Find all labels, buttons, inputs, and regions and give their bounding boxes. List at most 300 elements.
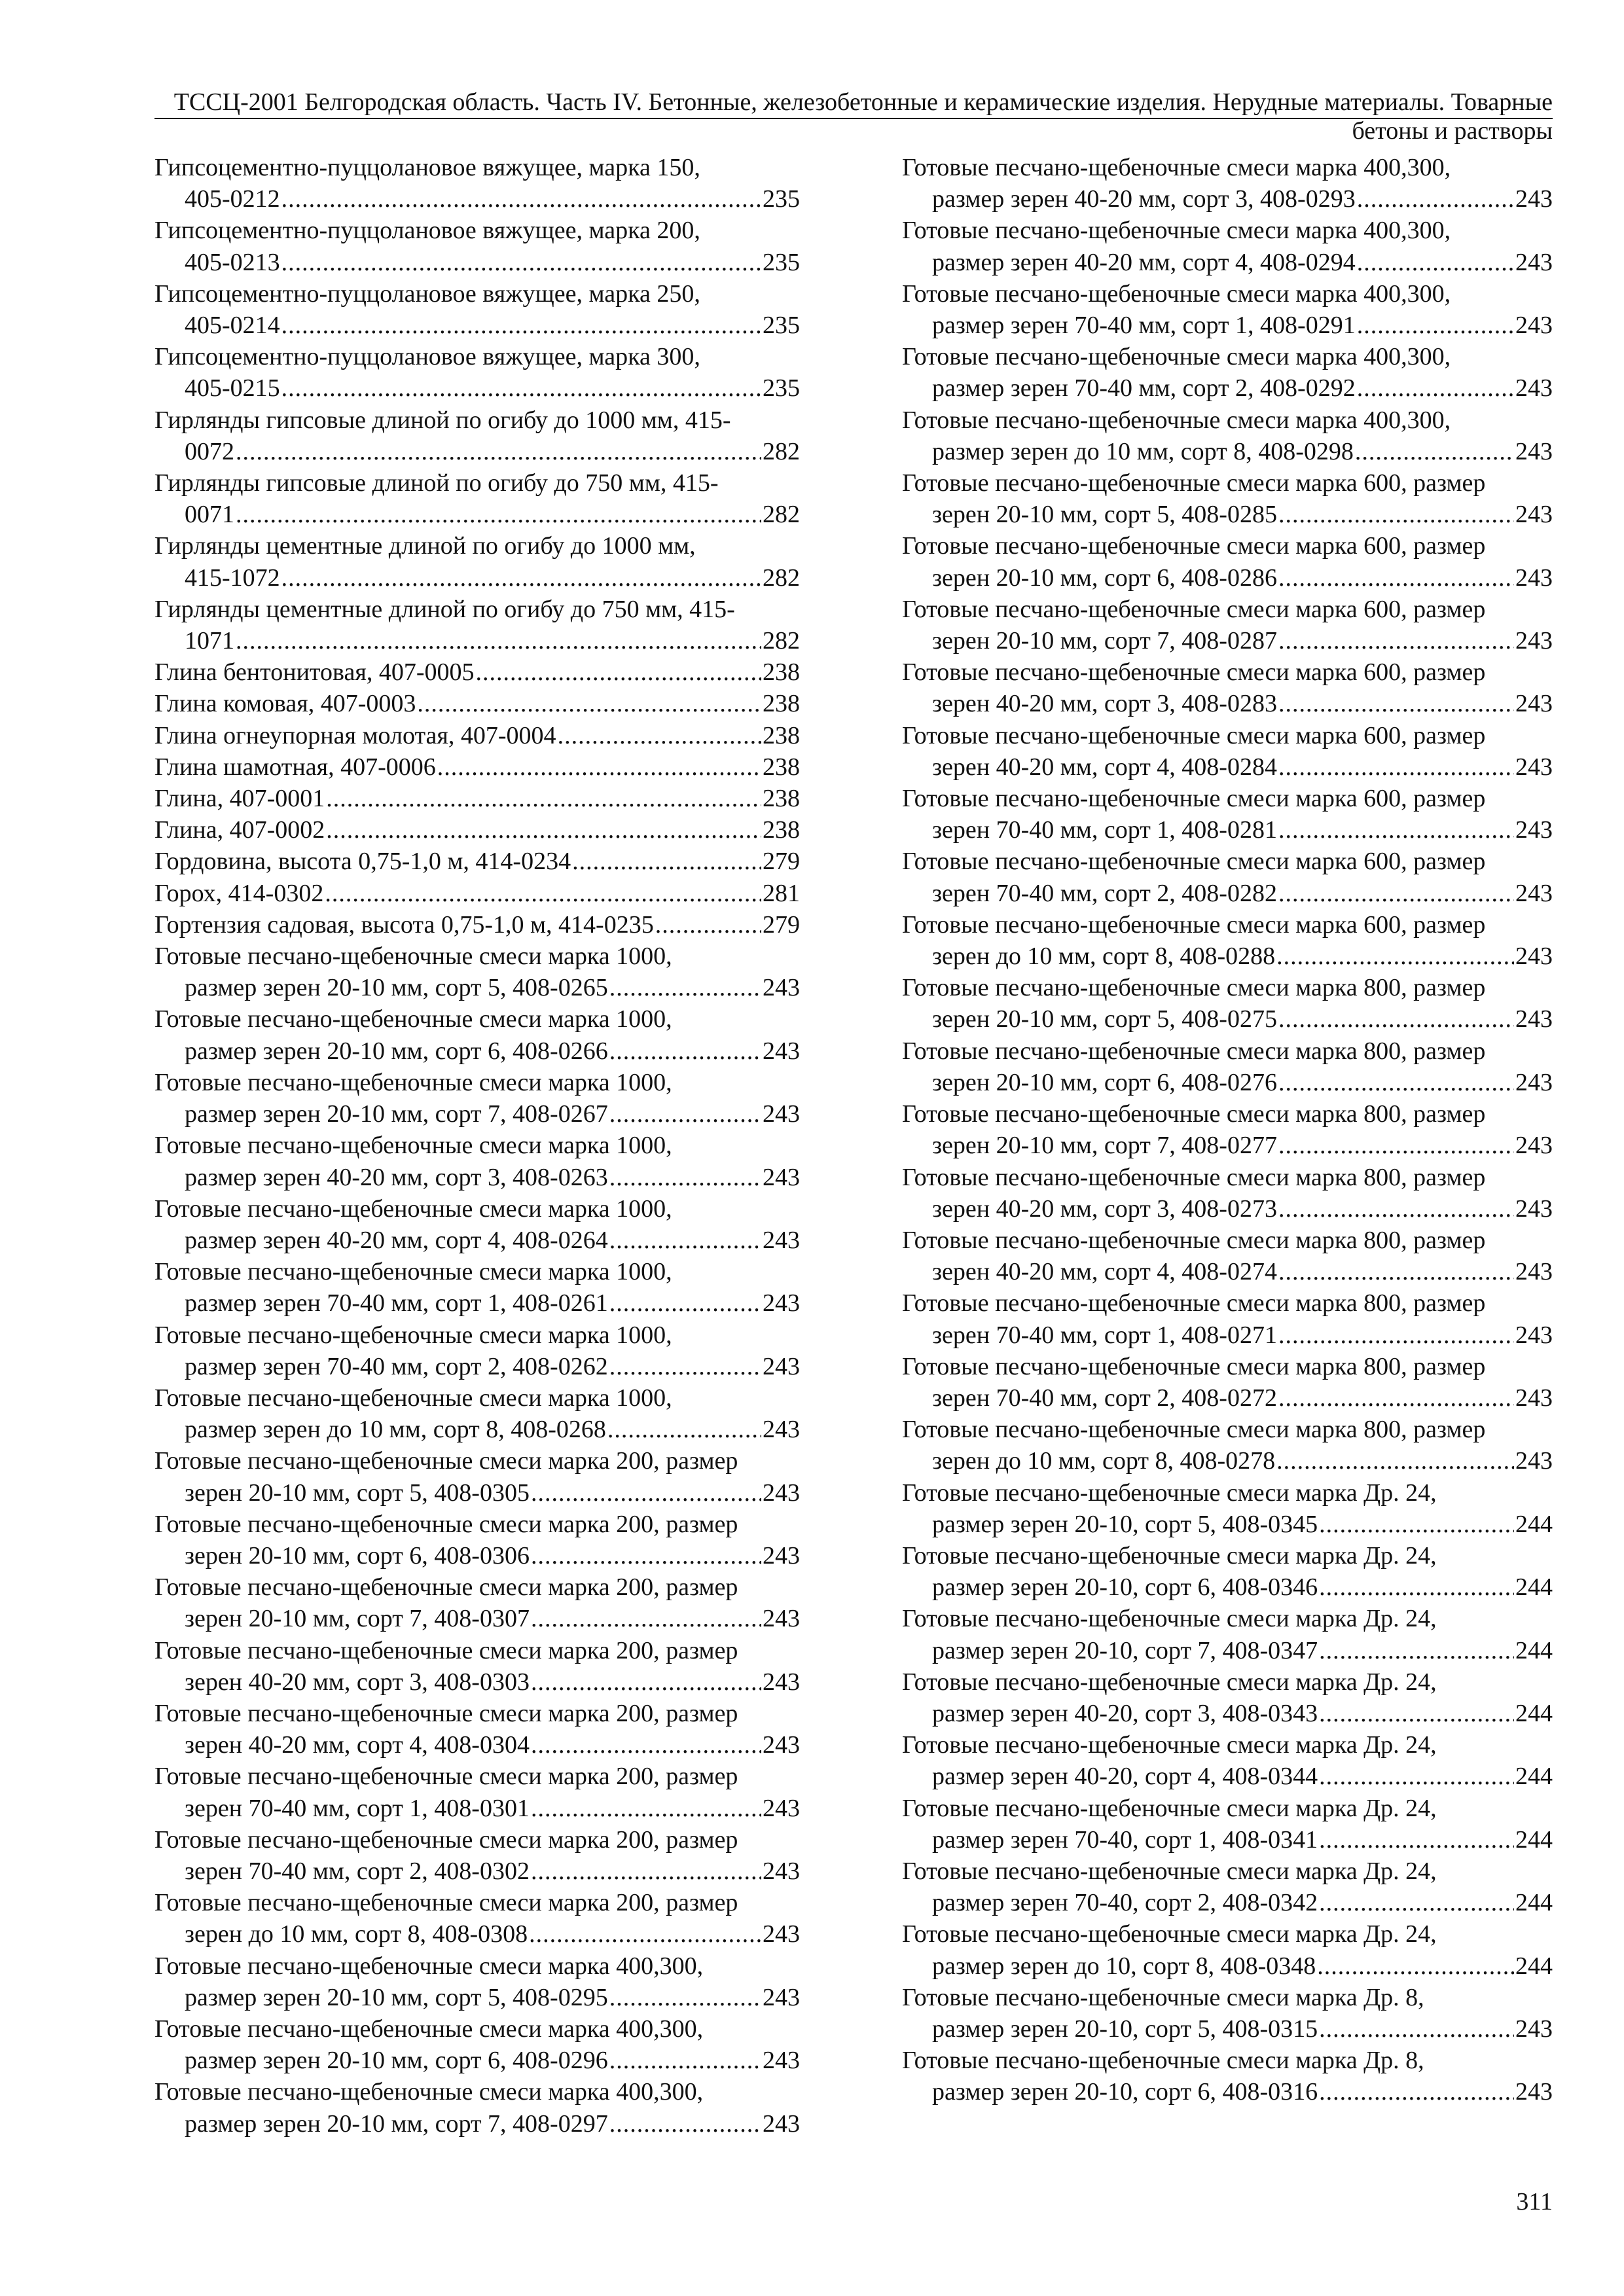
entry-title: Готовые песчано-щебеночные смеси марка Др. 24, [902, 1605, 1437, 1633]
index-entry [902, 846, 1553, 908]
index-entry [154, 2076, 800, 2139]
entry-page-number: 243 [1515, 564, 1553, 592]
entry-title: Готовые песчано-щебеночные смеси марка 200, размер [154, 1510, 738, 1538]
entry-title: Готовые песчано-щебеночные смеси марка 600, размер [902, 658, 1486, 687]
dot-leader [609, 2108, 761, 2140]
index-entry [154, 215, 800, 278]
index-entry [154, 1509, 800, 1571]
dot-leader [281, 247, 761, 278]
dot-leader [1278, 1256, 1514, 1287]
entry-detail: размер зерен 20-10, сорт 5, 408-0315 [932, 2015, 1318, 2043]
dot-leader [1278, 878, 1514, 909]
index-entry [154, 878, 800, 909]
entry-page-number: 243 [1515, 1321, 1553, 1349]
index-entry [154, 720, 800, 751]
dot-leader [609, 1287, 761, 1319]
entry-title: Готовые песчано-щебеночные смеси марка 400,300, [154, 2015, 704, 2043]
entry-detail: 405-0214 [185, 312, 280, 340]
entry-page-number: 244 [1515, 1573, 1553, 1602]
entry-page-number: 235 [763, 312, 800, 340]
entry-title: Готовые песчано-щебеночные смеси марка 800, размер [902, 1289, 1486, 1318]
entry-title: Готовые песчано-щебеночные смеси марка 200, размер [154, 1889, 738, 1917]
dot-leader [655, 909, 761, 941]
dot-leader [281, 183, 761, 215]
entry-page-number: 243 [1515, 753, 1553, 781]
entry-detail: 405-0212 [185, 185, 280, 213]
dot-leader [1319, 1509, 1514, 1540]
entry-title: Готовые песчано-щебеночные смеси марка 400,300, [902, 217, 1451, 245]
entry-title: Готовые песчано-щебеночные смеси марка 400,300, [902, 343, 1451, 371]
dot-leader [326, 814, 761, 846]
entry-detail: размер зерен 20-10 мм, сорт 5, 408-0265 [185, 974, 608, 1002]
entry-title: Готовые песчано-щебеночные смеси марка 1000, [154, 1321, 672, 1349]
entry-detail: зерен 20-10 мм, сорт 5, 408-0285 [932, 501, 1277, 529]
entry-detail: зерен 20-10 мм, сорт 6, 408-0306 [185, 1541, 530, 1570]
entry-page-number: 235 [763, 248, 800, 276]
entry-page-number: 243 [1515, 374, 1553, 403]
entry-title: Готовые песчано-щебеночные смеси марка 600, размер [902, 469, 1486, 497]
dot-leader [417, 688, 761, 719]
index-column-left [154, 152, 800, 2140]
entry-detail: зерен 70-40 мм, сорт 2, 408-0272 [932, 1384, 1277, 1412]
entry-title: Гортензия садовая, высота 0,75-1,0 м, 414-0235 [154, 910, 654, 939]
entry-detail: размер зерен 20-10 мм, сорт 7, 408-0297 [185, 2109, 608, 2138]
entry-page-number: 279 [763, 848, 800, 876]
dot-leader [609, 1035, 761, 1067]
index-entry [154, 1256, 800, 1319]
index-entry [154, 783, 800, 814]
dot-leader [1319, 1887, 1514, 1918]
dot-leader [1319, 1571, 1514, 1603]
entry-title: Готовые песчано-щебеночные смеси марка Др. 24, [902, 1479, 1437, 1507]
entry-page-number: 243 [1515, 1258, 1553, 1286]
index-entry [154, 814, 800, 846]
entry-page-number: 282 [763, 627, 800, 655]
entry-detail: зерен 70-40 мм, сорт 1, 408-0301 [185, 1794, 530, 1822]
index-entry [154, 941, 800, 1003]
entry-detail: размер зерен 40-20 мм, сорт 3, 408-0263 [185, 1163, 608, 1191]
index-entry [154, 467, 800, 530]
entry-title: Готовые песчано-щебеночные смеси марка 1000, [154, 1005, 672, 1033]
entry-detail: 1071 [185, 627, 234, 655]
index-entry [154, 688, 800, 719]
index-entry [902, 1729, 1553, 1792]
entry-page-number: 243 [763, 1226, 800, 1254]
entry-title: Гипсоцементно-пуццолановое вяжущее, марка 300, [154, 343, 700, 371]
entry-title: Готовые песчано-щебеночные смеси марка Др. 8, [902, 2047, 1424, 2075]
entry-page-number: 243 [763, 1983, 800, 2011]
entry-page-number: 243 [763, 1479, 800, 1507]
dot-leader [1278, 1130, 1514, 1161]
index-entry [902, 467, 1553, 530]
index-entry [154, 751, 800, 783]
entry-detail: зерен 20-10 мм, сорт 5, 408-0305 [185, 1479, 530, 1507]
entry-title: Готовые песчано-щебеночные смеси марка Др. 24, [902, 1731, 1437, 1759]
index-entry [154, 656, 800, 688]
header-rule [154, 118, 1553, 119]
entry-page-number: 243 [1515, 1068, 1553, 1096]
entry-detail: зерен 70-40 мм, сорт 2, 408-0282 [932, 879, 1277, 907]
index-entry [902, 909, 1553, 972]
entry-title: Гирлянды цементные длиной по огибу до 750 мм, 415- [154, 595, 735, 623]
entry-detail: зерен 40-20 мм, сорт 4, 408-0274 [932, 1258, 1277, 1286]
index-entry [902, 594, 1553, 656]
entry-detail: размер зерен до 10 мм, сорт 8, 408-0268 [185, 1416, 606, 1444]
entry-page-number: 244 [1515, 1510, 1553, 1538]
index-entry [154, 594, 800, 656]
index-entry [902, 1477, 1553, 1540]
entry-title: Готовые песчано-щебеночные смеси марка 1000, [154, 1384, 672, 1412]
dot-leader [1278, 1067, 1514, 1098]
dot-leader [1278, 1382, 1514, 1414]
dot-leader [1319, 1824, 1514, 1856]
entry-title: Готовые песчано-щебеночные смеси марка 800, размер [902, 1352, 1486, 1380]
dot-leader [475, 656, 761, 688]
entry-detail: размер зерен 20-10 мм, сорт 7, 408-0267 [185, 1100, 608, 1128]
index-entry [154, 1950, 800, 2013]
entry-page-number: 243 [763, 1794, 800, 1822]
entry-page-number: 243 [763, 1731, 800, 1759]
entry-page-number: 243 [1515, 627, 1553, 655]
index-entry [154, 1887, 800, 1950]
index-entry [902, 404, 1553, 467]
dot-leader [1317, 1950, 1514, 1982]
dot-leader [1319, 1635, 1514, 1666]
entry-detail: размер зерен 70-40 мм, сорт 2, 408-0262 [185, 1352, 608, 1380]
dot-leader [1276, 941, 1514, 972]
index-entry [902, 1540, 1553, 1603]
dot-leader [1319, 2013, 1514, 2045]
entry-title: Готовые песчано-щебеночные смеси марка 400,300, [902, 279, 1451, 308]
index-entry [902, 1225, 1553, 1287]
entry-page-number: 243 [763, 1541, 800, 1570]
entry-detail: размер зерен 70-40, сорт 1, 408-0341 [932, 1825, 1318, 1854]
entry-detail: зерен 70-40 мм, сорт 1, 408-0281 [932, 816, 1277, 844]
entry-title: Готовые песчано-щебеночные смеси марка 1000, [154, 1258, 672, 1286]
index-entry [154, 530, 800, 593]
dot-leader [1278, 1193, 1514, 1225]
entry-title: Гипсоцементно-пуццолановое вяжущее, марка 250, [154, 279, 700, 308]
entry-title: Готовые песчано-щебеночные смеси марка 800, размер [902, 1037, 1486, 1065]
entry-title: Глина, 407-0002 [154, 816, 325, 844]
entry-detail: размер зерен 20-10, сорт 7, 408-0347 [932, 1636, 1318, 1664]
entry-detail: размер зерен 20-10 мм, сорт 6, 408-0296 [185, 2047, 608, 2075]
index-entry [902, 1035, 1553, 1098]
entry-page-number: 243 [1515, 437, 1553, 465]
entry-page-number: 235 [763, 374, 800, 403]
running-header: ТССЦ-2001 Белгородская область. Часть IV. Бетонные, железобетонные и керамические изделия. Нерудные материалы. Товарные бетоны и растворы [173, 88, 1553, 145]
dot-leader [609, 1351, 761, 1382]
entry-detail: зерен 40-20 мм, сорт 3, 408-0273 [932, 1194, 1277, 1223]
entry-page-number: 243 [763, 1289, 800, 1318]
index-entry [154, 846, 800, 877]
entry-page-number: 243 [763, 2109, 800, 2138]
dot-leader [236, 625, 761, 656]
entry-title: Готовые песчано-щебеночные смеси марка 800, размер [902, 1163, 1486, 1191]
index-column-right [902, 152, 1553, 2108]
entry-page-number: 244 [1515, 1952, 1553, 1980]
entry-page-number: 243 [1515, 1005, 1553, 1033]
entry-page-number: 238 [763, 785, 800, 813]
entry-page-number: 243 [763, 974, 800, 1002]
entry-title: Готовые песчано-щебеночные смеси марка 400,300, [154, 2078, 704, 2106]
entry-detail: размер зерен 40-20 мм, сорт 4, 408-0264 [185, 1226, 608, 1254]
entry-detail: размер зерен до 10 мм, сорт 8, 408-0298 [932, 437, 1354, 465]
entry-title: Готовые песчано-щебеночные смеси марка Др. 24, [902, 1857, 1437, 1885]
entry-page-number: 238 [763, 690, 800, 718]
dot-leader [1278, 688, 1514, 719]
index-entry [154, 909, 800, 941]
dot-leader [1357, 310, 1514, 341]
entry-detail: зерен 70-40 мм, сорт 1, 408-0271 [932, 1321, 1277, 1349]
entry-page-number: 244 [1515, 1699, 1553, 1727]
entry-detail: зерен 20-10 мм, сорт 6, 408-0286 [932, 564, 1277, 592]
index-entry [154, 1445, 800, 1508]
entry-title: Готовые песчано-щебеночные смеси марка 400,300, [902, 406, 1451, 434]
index-entry [902, 1603, 1553, 1666]
index-entry [902, 1414, 1553, 1477]
dot-leader [325, 878, 761, 909]
entry-page-number: 243 [1515, 879, 1553, 907]
entry-detail: размер зерен 70-40 мм, сорт 1, 408-0291 [932, 312, 1356, 340]
entry-title: Глина огнеупорная молотая, 407-0004 [154, 721, 556, 749]
dot-leader [609, 1225, 761, 1256]
entry-detail: зерен 40-20 мм, сорт 4, 408-0304 [185, 1731, 530, 1759]
entry-page-number: 243 [1515, 312, 1553, 340]
entry-detail: 0072 [185, 437, 234, 465]
index-entry [902, 1793, 1553, 1856]
entry-title: Глина, 407-0001 [154, 785, 325, 813]
entry-title: Готовые песчано-щебеночные смеси марка 200, размер [154, 1825, 738, 1854]
dot-leader [1276, 1445, 1514, 1477]
entry-detail: размер зерен до 10, сорт 8, 408-0348 [932, 1952, 1316, 1980]
entry-title: Готовые песчано-щебеночные смеси марка 200, размер [154, 1573, 738, 1602]
entry-page-number: 238 [763, 753, 800, 781]
entry-detail: зерен до 10 мм, сорт 8, 408-0308 [185, 1920, 528, 1948]
entry-page-number: 244 [1515, 1763, 1553, 1791]
dot-leader [1278, 751, 1514, 783]
dot-leader [531, 1666, 761, 1698]
dot-leader [1278, 499, 1514, 530]
entry-title: Готовые песчано-щебеночные смеси марка 800, размер [902, 1416, 1486, 1444]
index-entry [154, 1193, 800, 1256]
entry-page-number: 243 [1515, 942, 1553, 971]
entry-detail: 0071 [185, 501, 234, 529]
entry-page-number: 235 [763, 185, 800, 213]
dot-leader [1357, 247, 1514, 278]
entry-page-number: 243 [1515, 2015, 1553, 2043]
entry-title: Готовые песчано-щебеночные смеси марка Др. 24, [902, 1668, 1437, 1696]
entry-page-number: 238 [763, 721, 800, 749]
entry-page-number: 279 [763, 910, 800, 939]
entry-detail: зерен 70-40 мм, сорт 2, 408-0302 [185, 1857, 530, 1885]
entry-detail: 405-0213 [185, 248, 280, 276]
entry-title: Гордовина, высота 0,75-1,0 м, 414-0234 [154, 848, 571, 876]
entry-title: Готовые песчано-щебеночные смеси марка Др. 24, [902, 1794, 1437, 1822]
index-entry [902, 278, 1553, 341]
entry-page-number: 281 [763, 879, 800, 907]
entry-title: Готовые песчано-щебеночные смеси марка 1000, [154, 1194, 672, 1223]
entry-page-number: 244 [1515, 1889, 1553, 1917]
entry-title: Глина бентонитовая, 407-0005 [154, 658, 475, 687]
entry-page-number: 243 [1515, 1132, 1553, 1160]
index-entry [154, 1067, 800, 1130]
entry-title: Глина шамотная, 407-0006 [154, 753, 436, 781]
entry-detail: размер зерен 40-20 мм, сорт 4, 408-0294 [932, 248, 1356, 276]
index-entry [154, 1698, 800, 1761]
index-entry [902, 341, 1553, 404]
entry-page-number: 243 [1515, 816, 1553, 844]
dot-leader [531, 1540, 761, 1571]
entry-title: Готовые песчано-щебеночные смеси марка 1000, [154, 1068, 672, 1096]
entry-detail: зерен 40-20 мм, сорт 3, 408-0283 [932, 690, 1277, 718]
index-entry [902, 1351, 1553, 1414]
index-entry [902, 215, 1553, 278]
entry-page-number: 244 [1515, 1636, 1553, 1664]
index-entry [154, 1382, 800, 1445]
dot-leader [1357, 372, 1514, 404]
dot-leader [609, 1098, 761, 1130]
entry-page-number: 243 [1515, 248, 1553, 276]
index-entry [902, 972, 1553, 1035]
entry-page-number: 243 [763, 1920, 800, 1948]
entry-title: Готовые песчано-щебеночные смеси марка 200, размер [154, 1699, 738, 1727]
index-entry [154, 152, 800, 215]
entry-page-number: 243 [1515, 185, 1553, 213]
entry-detail: зерен 20-10 мм, сорт 7, 408-0287 [932, 627, 1277, 655]
entry-page-number: 243 [763, 1352, 800, 1380]
entry-detail: размер зерен 40-20, сорт 4, 408-0344 [932, 1763, 1318, 1791]
index-entry [154, 1571, 800, 1634]
entry-detail: размер зерен 70-40 мм, сорт 2, 408-0292 [932, 374, 1356, 403]
entry-detail: зерен 40-20 мм, сорт 3, 408-0303 [185, 1668, 530, 1696]
entry-page-number: 243 [1515, 1384, 1553, 1412]
entry-title: Готовые песчано-щебеночные смеси марка Др. 8, [902, 1983, 1424, 2011]
entry-detail: размер зерен 40-20, сорт 3, 408-0343 [932, 1699, 1318, 1727]
entry-title: Готовые песчано-щебеночные смеси марка 200, размер [154, 1636, 738, 1664]
entry-detail: 415-1072 [185, 564, 280, 592]
index-entry [902, 2045, 1553, 2108]
entry-detail: зерен до 10 мм, сорт 8, 408-0288 [932, 942, 1276, 971]
index-entry [902, 720, 1553, 783]
entry-detail: размер зерен 70-40 мм, сорт 1, 408-0261 [185, 1289, 608, 1318]
entry-detail: размер зерен 20-10, сорт 6, 408-0316 [932, 2078, 1318, 2106]
dot-leader [609, 972, 761, 1003]
index-entry [154, 404, 800, 467]
entry-title: Готовые песчано-щебеночные смеси марка 1000, [154, 1132, 672, 1160]
dot-leader [1278, 1319, 1514, 1351]
entry-title: Гирлянды гипсовые длиной по огибу до 750 мм, 415- [154, 469, 719, 497]
entry-title: Готовые песчано-щебеночные смеси марка 600, размер [902, 595, 1486, 623]
entry-title: Гирлянды цементные длиной по огибу до 1000 мм, [154, 532, 696, 560]
dot-leader [326, 783, 761, 814]
entry-title: Гирлянды гипсовые длиной по огибу до 1000 мм, 415- [154, 406, 731, 434]
entry-page-number: 244 [1515, 1825, 1553, 1854]
entry-detail: 405-0215 [185, 374, 280, 403]
dot-leader [531, 1603, 761, 1634]
entry-title: Готовые песчано-щебеночные смеси марка 600, размер [902, 910, 1486, 939]
entry-title: Готовые песчано-щебеночные смеси марка 400,300, [154, 1952, 704, 1980]
entry-title: Готовые песчано-щебеночные смеси марка 1000, [154, 942, 672, 971]
index-entry [902, 783, 1553, 846]
entry-page-number: 282 [763, 437, 800, 465]
entry-title: Глина комовая, 407-0003 [154, 690, 416, 718]
dot-leader [531, 1856, 761, 1887]
index-entry [902, 1918, 1553, 1981]
index-entry [902, 1982, 1553, 2045]
entry-page-number: 243 [763, 2047, 800, 2075]
index-entry [154, 1761, 800, 1823]
index-entry [902, 1856, 1553, 1918]
entry-page-number: 243 [1515, 2078, 1553, 2106]
dot-leader [572, 846, 761, 877]
entry-detail: зерен 20-10 мм, сорт 7, 408-0277 [932, 1132, 1277, 1160]
dot-leader [558, 720, 761, 751]
entry-title: Готовые песчано-щебеночные смеси марка 800, размер [902, 974, 1486, 1002]
dot-leader [281, 310, 761, 341]
entry-detail: зерен до 10 мм, сорт 8, 408-0278 [932, 1447, 1276, 1475]
dot-leader [1319, 1698, 1514, 1729]
index-entry [902, 656, 1553, 719]
entry-page-number: 282 [763, 564, 800, 592]
index-entry [902, 1287, 1553, 1350]
entry-title: Готовые песчано-щебеночные смеси марка 600, размер [902, 848, 1486, 876]
index-entry [154, 1003, 800, 1066]
dot-leader [281, 372, 761, 404]
dot-leader [1357, 183, 1514, 215]
dot-leader [1319, 2076, 1514, 2108]
index-entry [154, 1319, 800, 1382]
entry-title: Готовые песчано-щебеночные смеси марка Др. 24, [902, 1541, 1437, 1570]
dot-leader [531, 1793, 761, 1824]
index-entry [902, 1162, 1553, 1225]
index-entry [902, 530, 1553, 593]
entry-page-number: 243 [763, 1416, 800, 1444]
entry-page-number: 243 [1515, 1447, 1553, 1475]
entry-page-number: 243 [1515, 690, 1553, 718]
dot-leader [281, 562, 761, 594]
index-entry [154, 278, 800, 341]
index-entry [154, 1824, 800, 1887]
entry-title: Готовые песчано-щебеночные смеси марка 200, размер [154, 1763, 738, 1791]
entry-detail: размер зерен 70-40, сорт 2, 408-0342 [932, 1889, 1318, 1917]
entry-page-number: 238 [763, 816, 800, 844]
index-entry [154, 341, 800, 404]
dot-leader [609, 1162, 761, 1193]
dot-leader [1278, 1003, 1514, 1035]
dot-leader [236, 499, 761, 530]
dot-leader [529, 1918, 761, 1950]
entry-page-number: 282 [763, 501, 800, 529]
entry-page-number: 243 [763, 1037, 800, 1065]
entry-page-number: 243 [763, 1163, 800, 1191]
entry-detail: размер зерен 20-10 мм, сорт 5, 408-0295 [185, 1983, 608, 2011]
dot-leader [1355, 436, 1514, 467]
entry-title: Готовые песчано-щебеночные смеси марка Др. 24, [902, 1920, 1437, 1948]
entry-page-number: 243 [763, 1668, 800, 1696]
entry-detail: размер зерен 20-10, сорт 6, 408-0346 [932, 1573, 1318, 1602]
entry-title: Готовые песчано-щебеночные смеси марка 600, размер [902, 785, 1486, 813]
index-entry [902, 1098, 1553, 1161]
entry-detail: зерен 20-10 мм, сорт 7, 408-0307 [185, 1605, 530, 1633]
dot-leader [531, 1729, 761, 1761]
entry-title: Готовые песчано-щебеночные смеси марка 800, размер [902, 1226, 1486, 1254]
dot-leader [1278, 814, 1514, 846]
dot-leader [607, 1414, 761, 1445]
entry-page-number: 243 [763, 1100, 800, 1128]
dot-leader [1319, 1761, 1514, 1792]
entry-title: Гипсоцементно-пуццолановое вяжущее, марка 150, [154, 154, 700, 181]
